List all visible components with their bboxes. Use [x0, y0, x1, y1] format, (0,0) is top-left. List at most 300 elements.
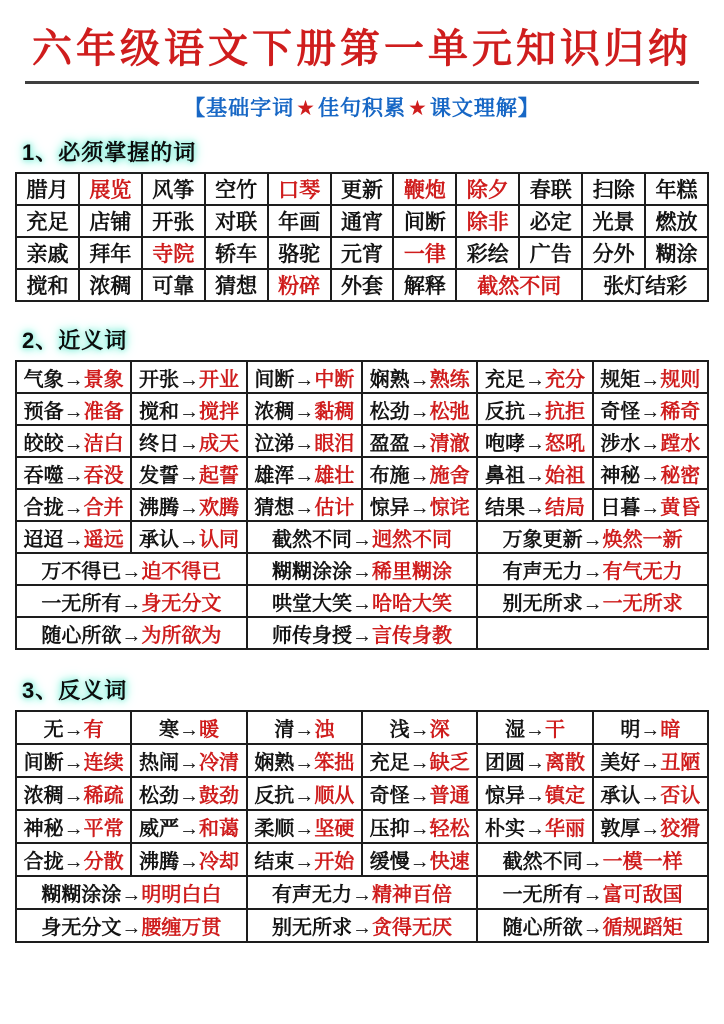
pair-source-word: 开张→	[138, 368, 199, 391]
pair-source-word: 别无所求→	[271, 917, 372, 939]
pair-source-word: 鼻祖→	[484, 464, 545, 487]
pair-target-word: 秘密	[660, 464, 701, 487]
word-pair-cell	[247, 876, 478, 909]
pair-source-word: 承认→	[138, 528, 199, 551]
pair-source-word: 别无所求→	[502, 592, 603, 615]
word-pair-cell	[131, 489, 246, 521]
word-cell: 外套	[331, 269, 394, 301]
pair-target-word: 缺乏	[429, 752, 470, 774]
word-cell: 寺院	[142, 237, 205, 269]
word-cell: 分外	[582, 237, 645, 269]
pair-source-word: 间断→	[23, 752, 84, 774]
pair-target-word: 惊诧	[429, 496, 470, 519]
subtitle-part: 课文理解】	[429, 97, 540, 120]
word-pair-cell	[16, 521, 131, 553]
pair-source-word: 截然不同→	[271, 528, 372, 551]
pair-source-word: 结束→	[254, 851, 315, 873]
subtitle-part: 【基础字词	[184, 97, 295, 120]
pair-source-word: 发誓→	[138, 464, 199, 487]
word-pair-cell	[593, 489, 708, 521]
pair-target-word: 估计	[314, 496, 355, 519]
pair-source-word: 师传身授→	[271, 624, 372, 647]
pair-source-word: 朴实→	[484, 818, 545, 840]
word-pair-cell	[362, 711, 477, 744]
word-cell: 亲戚	[16, 237, 79, 269]
pair-target-word: 一无所求	[602, 592, 683, 615]
pair-source-word: 惊异→	[484, 785, 545, 807]
word-cell: 解释	[393, 269, 456, 301]
word-pair-cell	[593, 361, 708, 393]
word-cell: 间断	[393, 205, 456, 237]
synonyms-table	[15, 360, 709, 650]
pair-source-word: 明→	[620, 719, 661, 741]
pair-target-word: 迫不得已	[141, 560, 222, 583]
word-pair-cell	[362, 843, 477, 876]
word-cell: 搅和	[16, 269, 79, 301]
word-pair-cell	[247, 744, 362, 777]
pair-target-word: 冷却	[198, 851, 239, 873]
word-pair-cell	[477, 711, 592, 744]
pair-source-word: 糊糊涂涂→	[41, 884, 142, 906]
page-title: 六年级语文下册第一单元知识归纳	[32, 27, 692, 71]
pair-target-word: 哈哈大笑	[371, 592, 452, 615]
word-pair-cell	[593, 393, 708, 425]
pair-target-word: 精神百倍	[371, 884, 452, 906]
table-row	[16, 777, 708, 810]
pair-source-word: 随心所欲→	[41, 624, 142, 647]
word-cell: 一律	[393, 237, 456, 269]
word-pair-cell	[362, 361, 477, 393]
word-cell: 空竹	[205, 173, 268, 205]
pair-source-word: 身无分文→	[41, 917, 142, 939]
word-cell: 通宵	[331, 205, 394, 237]
pair-target-word: 稀奇	[660, 400, 701, 423]
pair-source-word: 猜想→	[254, 496, 315, 519]
word-cell: 除夕	[456, 173, 519, 205]
pair-source-word: 万不得已→	[41, 560, 142, 583]
word-cell: 风筝	[142, 173, 205, 205]
pair-target-word: 吞没	[83, 464, 124, 487]
word-pair-cell	[362, 457, 477, 489]
pair-target-word: 分散	[83, 851, 124, 873]
pair-target-word: 焕然一新	[602, 528, 683, 551]
table-row	[16, 711, 708, 744]
word-cell: 鞭炮	[393, 173, 456, 205]
pair-source-word: 终日→	[138, 432, 199, 455]
word-cell: 光景	[582, 205, 645, 237]
word-pair-cell	[16, 425, 131, 457]
pair-source-word: 沸腾→	[138, 496, 199, 519]
pair-target-word: 欢腾	[198, 496, 239, 519]
pair-source-word: 沸腾→	[138, 851, 199, 873]
pair-source-word: 奇怪→	[369, 785, 430, 807]
pair-source-word: 惊异→	[369, 496, 430, 519]
pair-source-word: 压抑→	[369, 818, 430, 840]
word-pair-cell	[477, 425, 592, 457]
pair-source-word: 哄堂大笑→	[271, 592, 372, 615]
word-cell: 彩绘	[456, 237, 519, 269]
pair-source-word: 有声无力→	[271, 884, 372, 906]
pair-source-word: 湿→	[504, 719, 545, 741]
pair-target-word: 轻松	[429, 818, 470, 840]
word-cell: 年画	[268, 205, 331, 237]
pair-target-word: 遥远	[83, 528, 124, 551]
word-pair-cell	[247, 553, 478, 585]
word-pair-cell	[16, 393, 131, 425]
word-cell: 张灯结彩	[582, 269, 708, 301]
word-pair-cell	[593, 777, 708, 810]
antonyms-table	[15, 710, 709, 943]
word-cell: 开张	[142, 205, 205, 237]
pair-target-word: 施舍	[429, 464, 470, 487]
pair-source-word: 敦厚→	[600, 818, 661, 840]
pair-source-word: 充足→	[484, 368, 545, 391]
pair-target-word: 稀疏	[83, 785, 124, 807]
pair-source-word: 热闹→	[138, 752, 199, 774]
table-row	[16, 393, 708, 425]
word-pair-cell	[16, 876, 247, 909]
pair-source-word: 神秘→	[600, 464, 661, 487]
word-pair-cell	[131, 425, 246, 457]
word-pair-cell	[16, 617, 247, 649]
pair-target-word: 普通	[429, 785, 470, 807]
pair-source-word: 浓稠→	[23, 785, 84, 807]
pair-target-word: 熟练	[429, 368, 470, 391]
word-pair-cell	[593, 711, 708, 744]
word-pair-cell	[131, 744, 246, 777]
word-cell: 充足	[16, 205, 79, 237]
must-know-words-table	[15, 172, 709, 302]
pair-target-word: 言传身教	[371, 624, 452, 647]
empty-cell	[477, 617, 708, 649]
pair-source-word: 迢迢→	[23, 528, 84, 551]
pair-source-word: 截然不同→	[502, 851, 603, 873]
pair-target-word: 鼓劲	[198, 785, 239, 807]
word-pair-cell	[477, 361, 592, 393]
word-cell: 腊月	[16, 173, 79, 205]
pair-target-word: 笨拙	[314, 752, 355, 774]
pair-target-word: 稀里糊涂	[371, 560, 452, 583]
section-must-know-words	[0, 136, 724, 302]
pair-target-word: 冷清	[198, 752, 239, 774]
pair-target-word: 成天	[198, 432, 239, 455]
table-row	[16, 744, 708, 777]
pair-source-word: 反抗→	[484, 400, 545, 423]
pair-source-word: 搅和→	[138, 400, 199, 423]
word-pair-cell	[16, 777, 131, 810]
pair-target-word: 充分	[544, 368, 585, 391]
word-pair-cell	[247, 843, 362, 876]
word-cell: 轿车	[205, 237, 268, 269]
word-pair-cell	[247, 909, 478, 942]
word-pair-cell	[477, 909, 708, 942]
pair-target-word: 暖	[198, 719, 219, 741]
pair-source-word: 松劲→	[369, 400, 430, 423]
word-cell: 店铺	[79, 205, 142, 237]
pair-target-word: 有气无力	[602, 560, 683, 583]
word-cell: 必定	[519, 205, 582, 237]
pair-source-word: 合拢→	[23, 496, 84, 519]
word-cell: 拜年	[79, 237, 142, 269]
pair-target-word: 开业	[198, 368, 239, 391]
pair-target-word: 起誓	[198, 464, 239, 487]
pair-source-word: 美好→	[600, 752, 661, 774]
word-pair-cell	[362, 489, 477, 521]
word-cell: 扫除	[582, 173, 645, 205]
pair-target-word: 顺从	[314, 785, 355, 807]
word-pair-cell	[593, 810, 708, 843]
table-row	[16, 585, 708, 617]
table-row	[16, 843, 708, 876]
pair-target-word: 一模一样	[602, 851, 683, 873]
pair-target-word: 黏稠	[314, 400, 355, 423]
word-pair-cell	[477, 585, 708, 617]
word-cell: 口琴	[268, 173, 331, 205]
pair-source-word: 浓稠→	[254, 400, 315, 423]
pair-source-word: 清→	[274, 719, 315, 741]
pair-target-word: 有	[83, 719, 104, 741]
word-pair-cell	[247, 457, 362, 489]
pair-target-word: 腰缠万贯	[141, 917, 222, 939]
pair-source-word: 皎皎→	[23, 432, 84, 455]
table-row	[16, 553, 708, 585]
pair-target-word: 怒吼	[544, 432, 585, 455]
pair-target-word: 连续	[83, 752, 124, 774]
word-pair-cell	[593, 457, 708, 489]
pair-target-word: 清澈	[429, 432, 470, 455]
word-pair-cell	[131, 361, 246, 393]
word-pair-cell	[477, 457, 592, 489]
pair-target-word: 华丽	[544, 818, 585, 840]
pair-source-word: 无→	[43, 719, 84, 741]
pair-target-word: 迥然不同	[371, 528, 452, 551]
word-pair-cell	[593, 425, 708, 457]
pair-target-word: 和蔼	[198, 818, 239, 840]
pair-target-word: 搅拌	[198, 400, 239, 423]
pair-source-word: 气象→	[23, 368, 84, 391]
pair-target-word: 明明白白	[141, 884, 222, 906]
word-pair-cell	[362, 425, 477, 457]
word-cell: 元宵	[331, 237, 394, 269]
star-icon: ★	[296, 97, 316, 120]
word-pair-cell	[362, 393, 477, 425]
pair-target-word: 快速	[429, 851, 470, 873]
table-row	[16, 489, 708, 521]
word-pair-cell	[247, 393, 362, 425]
table-row	[16, 173, 708, 205]
pair-source-word: 充足→	[369, 752, 430, 774]
table-row	[16, 425, 708, 457]
pair-source-word: 结果→	[484, 496, 545, 519]
word-pair-cell	[247, 711, 362, 744]
pair-source-word: 奇怪→	[600, 400, 661, 423]
pair-target-word: 富可敌国	[602, 884, 683, 906]
word-pair-cell	[477, 521, 708, 553]
pair-target-word: 规则	[660, 368, 701, 391]
pair-target-word: 干	[544, 719, 565, 741]
word-pair-cell	[16, 457, 131, 489]
pair-target-word: 眼泪	[314, 432, 355, 455]
table-row	[16, 521, 708, 553]
section-heading: 1、必须掌握的词	[22, 140, 197, 165]
pair-target-word: 洁白	[83, 432, 124, 455]
pair-target-word: 结局	[544, 496, 585, 519]
pair-source-word: 涉水→	[600, 432, 661, 455]
word-pair-cell	[131, 393, 246, 425]
pair-source-word: 咆哮→	[484, 432, 545, 455]
pair-target-word: 狡猾	[660, 818, 701, 840]
word-cell: 除非	[456, 205, 519, 237]
pair-source-word: 寒→	[158, 719, 199, 741]
pair-source-word: 有声无力→	[502, 560, 603, 583]
word-pair-cell	[477, 744, 592, 777]
pair-target-word: 景象	[83, 368, 124, 391]
pair-target-word: 浊	[314, 719, 335, 741]
pair-target-word: 中断	[314, 368, 355, 391]
pair-source-word: 万象更新→	[502, 528, 603, 551]
word-pair-cell	[16, 744, 131, 777]
pair-source-word: 团圆→	[484, 752, 545, 774]
pair-source-word: 浅→	[389, 719, 430, 741]
word-pair-cell	[477, 876, 708, 909]
pair-target-word: 抗拒	[544, 400, 585, 423]
word-cell: 可靠	[142, 269, 205, 301]
pair-source-word: 缓慢→	[369, 851, 430, 873]
pair-source-word: 布施→	[369, 464, 430, 487]
word-cell: 截然不同	[456, 269, 582, 301]
word-pair-cell	[16, 553, 247, 585]
word-pair-cell	[16, 489, 131, 521]
pair-target-word: 贪得无厌	[371, 917, 452, 939]
word-pair-cell	[477, 393, 592, 425]
pair-source-word: 雄浑→	[254, 464, 315, 487]
pair-source-word: 泣涕→	[254, 432, 315, 455]
pair-target-word: 黄昏	[660, 496, 701, 519]
pair-source-word: 盈盈→	[369, 432, 430, 455]
pair-source-word: 神秘→	[23, 818, 84, 840]
word-cell: 展览	[79, 173, 142, 205]
word-pair-cell	[131, 457, 246, 489]
pair-target-word: 雄壮	[314, 464, 355, 487]
word-pair-cell	[362, 777, 477, 810]
pair-source-word: 一无所有→	[502, 884, 603, 906]
word-pair-cell	[247, 489, 362, 521]
pair-source-word: 糊糊涂涂→	[271, 560, 372, 583]
pair-source-word: 日暮→	[600, 496, 661, 519]
pair-target-word: 暗	[660, 719, 681, 741]
word-cell: 年糕	[645, 173, 708, 205]
word-pair-cell	[131, 843, 246, 876]
word-pair-cell	[247, 521, 478, 553]
star-icon: ★	[408, 97, 428, 120]
pair-target-word: 为所欲为	[141, 624, 222, 647]
word-pair-cell	[247, 617, 478, 649]
word-pair-cell	[247, 777, 362, 810]
section-heading: 2、近义词	[22, 328, 128, 353]
title-divider	[25, 81, 699, 84]
word-pair-cell	[247, 810, 362, 843]
pair-source-word: 合拢→	[23, 851, 84, 873]
word-pair-cell	[362, 810, 477, 843]
table-row	[16, 269, 708, 301]
section-heading: 3、反义词	[22, 678, 128, 703]
pair-source-word: 柔顺→	[254, 818, 315, 840]
word-pair-cell	[131, 810, 246, 843]
pair-source-word: 规矩→	[600, 368, 661, 391]
pair-target-word: 开始	[314, 851, 355, 873]
pair-source-word: 预备→	[23, 400, 84, 423]
word-cell: 猜想	[205, 269, 268, 301]
pair-target-word: 否认	[660, 785, 701, 807]
pair-target-word: 准备	[83, 400, 124, 423]
word-pair-cell	[16, 843, 131, 876]
pair-source-word: 承认→	[600, 785, 661, 807]
word-cell: 粉碎	[268, 269, 331, 301]
pair-target-word: 始祖	[544, 464, 585, 487]
word-pair-cell	[16, 361, 131, 393]
pair-target-word: 循规蹈矩	[602, 917, 683, 939]
table-row	[16, 810, 708, 843]
word-cell: 春联	[519, 173, 582, 205]
table-row	[16, 237, 708, 269]
word-pair-cell	[477, 810, 592, 843]
word-pair-cell	[16, 810, 131, 843]
pair-source-word: 间断→	[254, 368, 315, 391]
table-row	[16, 909, 708, 942]
pair-source-word: 随心所欲→	[502, 917, 603, 939]
word-cell: 对联	[205, 205, 268, 237]
pair-target-word: 合并	[83, 496, 124, 519]
section-synonyms	[0, 324, 724, 650]
pair-target-word: 平常	[83, 818, 124, 840]
word-pair-cell	[247, 361, 362, 393]
word-cell: 燃放	[645, 205, 708, 237]
section-antonyms	[0, 674, 724, 943]
word-pair-cell	[477, 553, 708, 585]
word-cell: 糊涂	[645, 237, 708, 269]
table-row	[16, 457, 708, 489]
word-cell: 广告	[519, 237, 582, 269]
word-pair-cell	[247, 425, 362, 457]
pair-target-word: 认同	[198, 528, 239, 551]
pair-source-word: 威严→	[138, 818, 199, 840]
pair-source-word: 娴熟→	[369, 368, 430, 391]
page-subtitle	[0, 92, 724, 122]
pair-source-word: 娴熟→	[254, 752, 315, 774]
pair-target-word: 丑陋	[660, 752, 701, 774]
word-cell: 更新	[331, 173, 394, 205]
word-pair-cell	[131, 777, 246, 810]
word-pair-cell	[477, 489, 592, 521]
word-pair-cell	[16, 711, 131, 744]
table-row	[16, 617, 708, 649]
pair-source-word: 一无所有→	[41, 592, 142, 615]
pair-target-word: 镇定	[544, 785, 585, 807]
word-cell: 骆驼	[268, 237, 331, 269]
pair-source-word: 松劲→	[138, 785, 199, 807]
pair-target-word: 深	[429, 719, 450, 741]
pair-source-word: 反抗→	[254, 785, 315, 807]
word-pair-cell	[477, 777, 592, 810]
pair-target-word: 身无分文	[141, 592, 222, 615]
word-pair-cell	[362, 744, 477, 777]
word-cell: 浓稠	[79, 269, 142, 301]
table-row	[16, 205, 708, 237]
pair-target-word: 松弛	[429, 400, 470, 423]
word-pair-cell	[477, 843, 708, 876]
word-pair-cell	[16, 909, 247, 942]
pair-target-word: 坚硬	[314, 818, 355, 840]
